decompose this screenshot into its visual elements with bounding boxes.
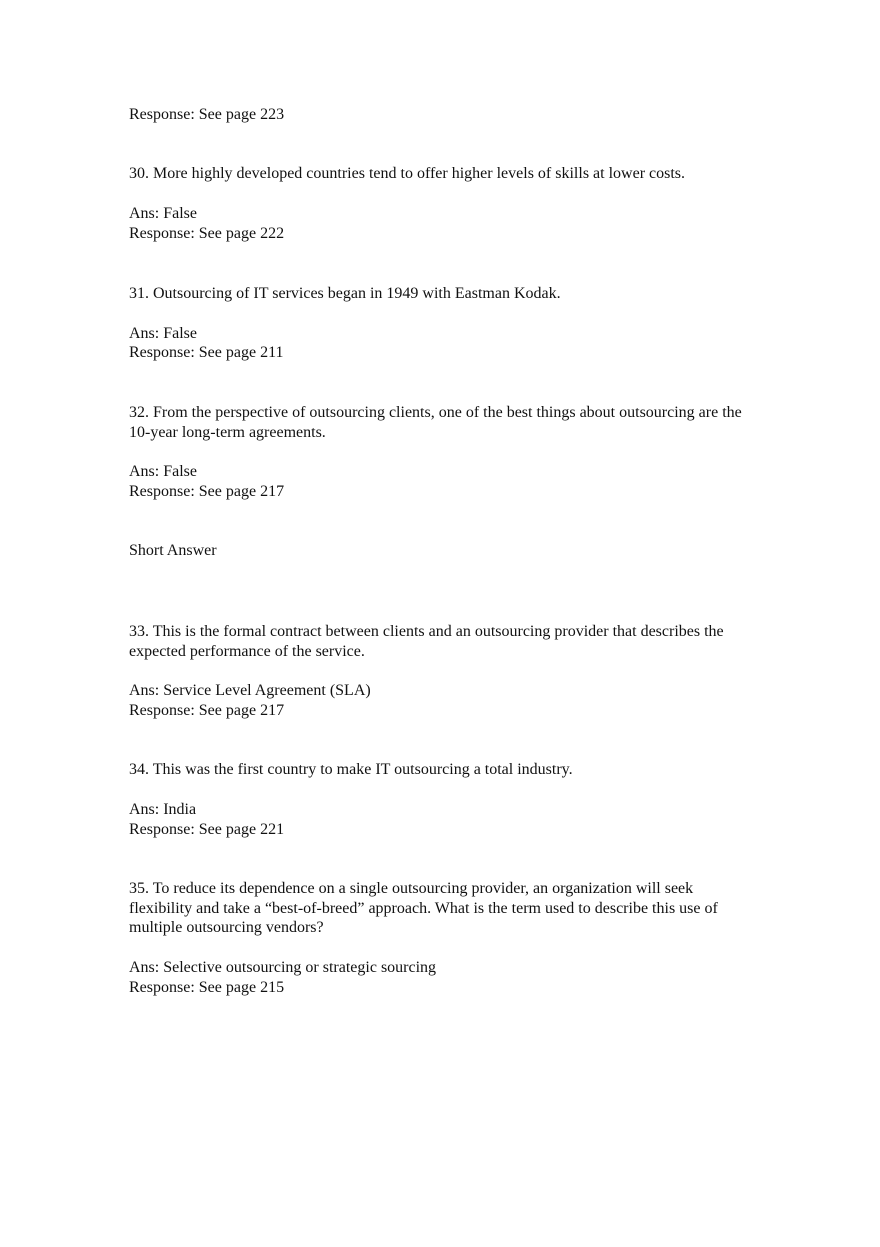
question-35-response: Response: See page 215 bbox=[129, 979, 285, 996]
question-30-text: 30. More highly developed countries tend to offer higher levels of skills at lower costs. bbox=[129, 165, 686, 182]
question-34-text: 34. This was the first country to make IT outsourcing a total industry. bbox=[129, 761, 573, 778]
question-35-answer: Ans: Selective outsourcing or strategic sourcing bbox=[129, 959, 437, 976]
section-heading: Short Answer bbox=[129, 542, 217, 559]
question-33-answer: Ans: Service Level Agreement (SLA) bbox=[129, 682, 371, 699]
question-33-text: 33. This is the formal contract between clients and an outsourcing provider that describes the expected performance of the service. bbox=[129, 623, 724, 660]
question-31-text: 31. Outsourcing of IT services began in 1949 with Eastman Kodak. bbox=[129, 285, 561, 302]
response-text: Response: See page 223 bbox=[129, 106, 285, 123]
question-31-answer: Ans: False bbox=[129, 325, 197, 342]
question-30-answer: Ans: False bbox=[129, 205, 197, 222]
question-31-response: Response: See page 211 bbox=[129, 344, 284, 361]
question-34-response: Response: See page 221 bbox=[129, 821, 285, 838]
question-32-text: 32. From the perspective of outsourcing clients, one of the best things about outsourcing are the 10-year long-term agreements. bbox=[129, 404, 742, 441]
question-34-answer: Ans: India bbox=[129, 801, 197, 818]
question-35-text: 35. To reduce its dependence on a single outsourcing provider, an organization will seek flexibility and take a “best-of-breed” approach. What is the term used to describe this use of multiple outsourcing vendors? bbox=[129, 880, 718, 936]
question-32-answer: Ans: False bbox=[129, 463, 197, 480]
question-32-response: Response: See page 217 bbox=[129, 483, 285, 500]
question-33-response: Response: See page 217 bbox=[129, 702, 285, 719]
question-30-response: Response: See page 222 bbox=[129, 225, 285, 242]
